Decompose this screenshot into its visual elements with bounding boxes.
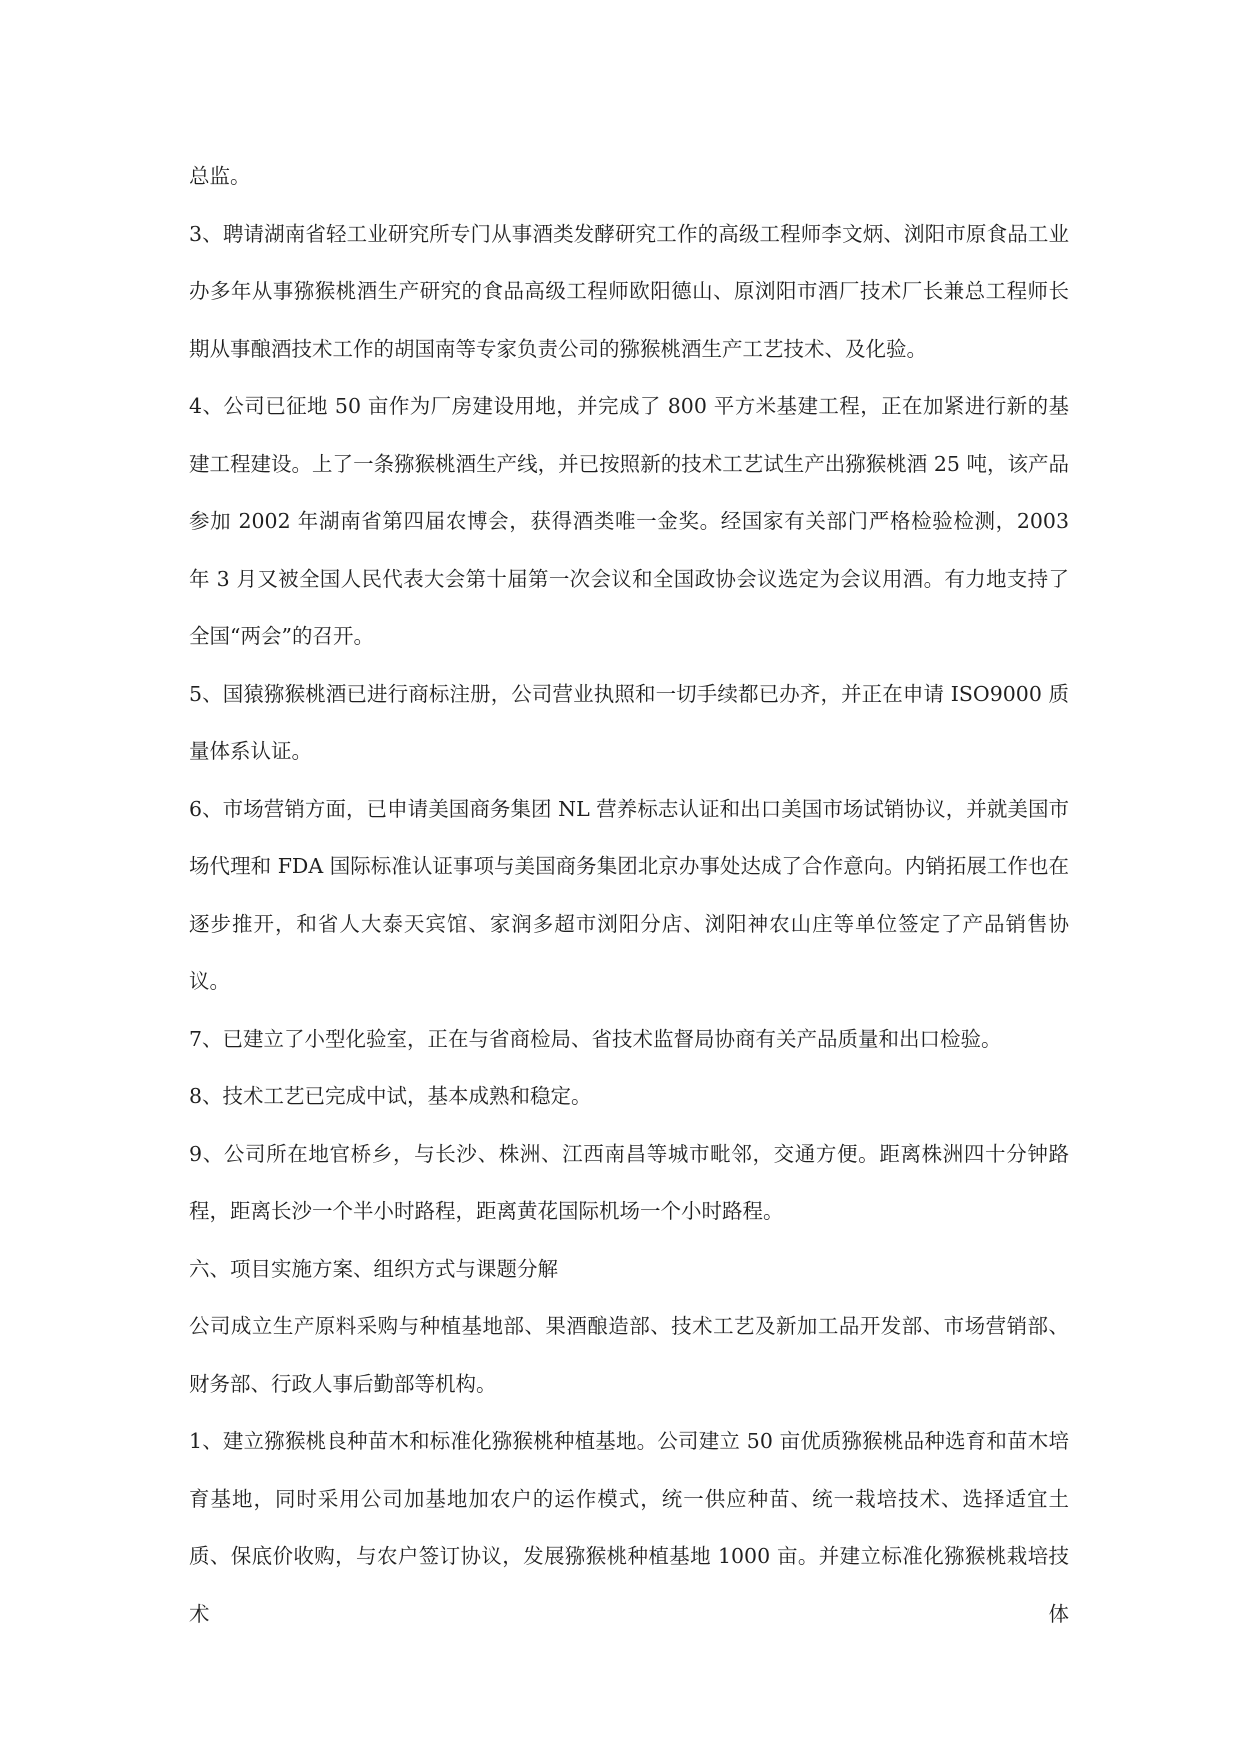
section-heading: 六、项目实施方案、组织方式与课题分解 [189,1256,558,1281]
paragraph-item-6: 6、市场营销方面，已申请美国商务集团 NL 营养标志认证和出口美国市场试销协议，并就美国市场代理和 FDA 国际标准认证事项与美国商务集团北京办事处达成了合作意向。内销拓展工作也在逐步推开，和省人大泰天宾馆、家润多超市浏阳分店、浏阳神农山庄等单位签定了产品销售协议。 [189,796,1069,993]
paragraph-item-5: 5、国猿猕猴桃酒已进行商标注册，公司营业执照和一切手续都已办齐，并正在申请 ISO9000 质量体系认证。 [189,681,1069,763]
paragraph-item-7: 7、已建立了小型化验室，正在与省商检局、省技术监督局协商有关产品质量和出口检验。 [189,1026,1002,1051]
paragraph-item-4: 4、公司已征地 50 亩作为厂房建设用地，并完成了 800 平方米基建工程，正在加紧进行新的基建工程建设。上了一条猕猴桃酒生产线，并已按照新的技术工艺试生产出猕猴桃酒 25 吨，该产品参加 2002 年湖南省第四届农博会，获得酒类唯一金奖。经国家有关部门严格检验检测，2003 年 3 月又被全国人民代表大会第十届第一次会议和全国政协会议选定为会议用酒。有力地支持了全国“两会”的召开。 [189,394,1069,648]
paragraph-item-9: 9、公司所在地官桥乡，与长沙、株洲、江西南昌等城市毗邻，交通方便。距离株洲四十分钟路程，距离长沙一个半小时路程，距离黄花国际机场一个小时路程。 [189,1141,1069,1223]
paragraph-continuation: 总监。 [189,164,251,188]
paragraph-item-3: 3、聘请湖南省轻工业研究所专门从事酒类发酵研究工作的高级工程师李文炳、浏阳市原食品工业办多年从事猕猴桃酒生产研究的食品高级工程师欧阳德山、原浏阳市酒厂技术厂长兼总工程师长期从事酿酒技术工作的胡国南等专家负责公司的猕猴桃酒生产工艺技术、及化验。 [189,221,1069,361]
paragraph-plan-item-1: 1、建立猕猴桃良种苗木和标准化猕猴桃种植基地。公司建立 50 亩优质猕猴桃品种选育和苗木培育基地，同时采用公司加基地加农户的运作模式，统一供应种苗、统一栽培技术、选择适宜土质、保底价收购，与农户签订协议，发展猕猴桃种植基地 1000 亩。并建立标准化猕猴桃栽培技术体 [189,1429,1069,1626]
paragraph-organization: 公司成立生产原料采购与种植基地部、果酒酿造部、技术工艺及新加工品开发部、市场营销部、财务部、行政人事后勤部等机构。 [189,1314,1069,1396]
document-body [189,148,1069,1643]
paragraph-item-8: 8、技术工艺已完成中试，基本成熟和稳定。 [189,1084,592,1108]
